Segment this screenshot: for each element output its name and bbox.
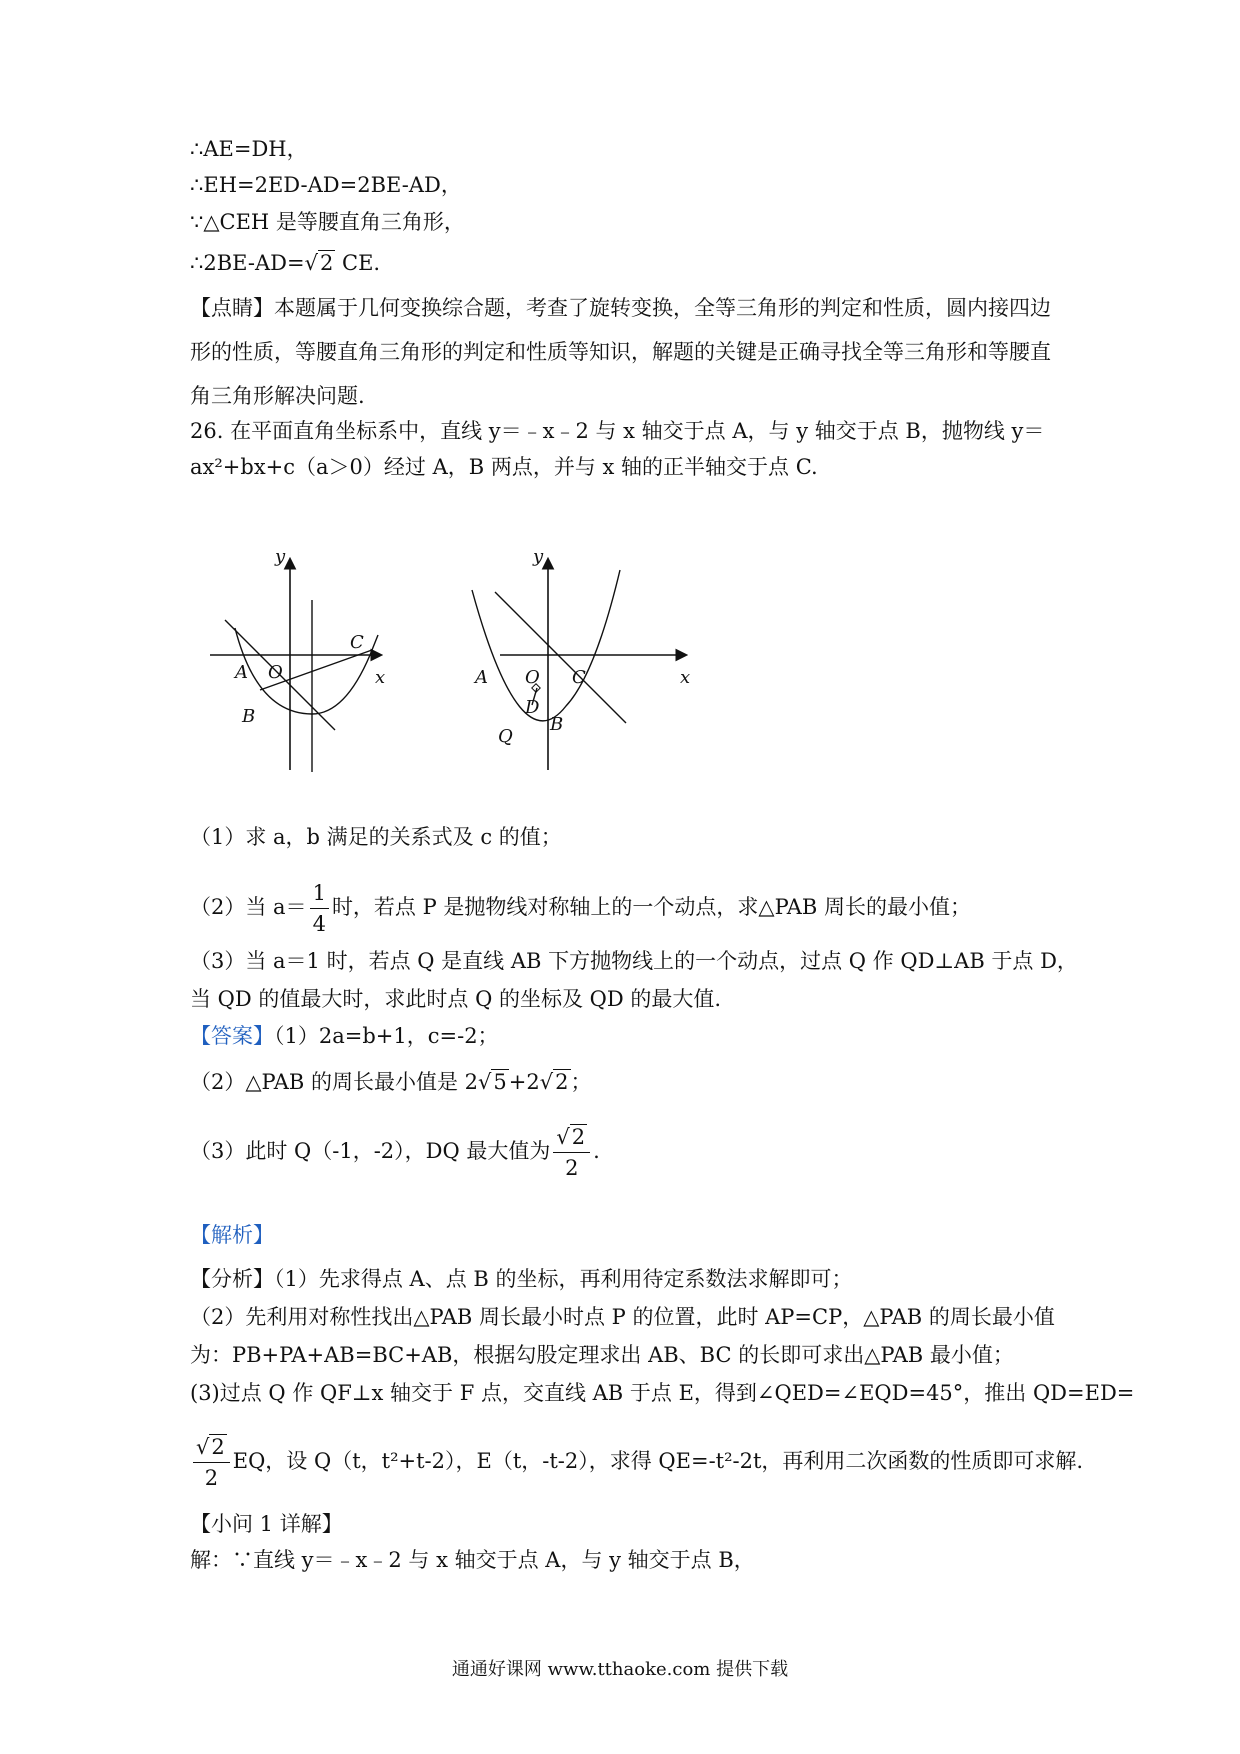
analysis-part-3a: (3)过点 Q 作 QF⊥x 轴交于 F 点，交直线 AB 于点 E，得到∠QED=∠EQD=45°，推出 QD=ED= (190, 1381, 1135, 1405)
sqrt-5: √5 (478, 1070, 507, 1094)
answer-3-pre: （3）此时 Q（-1，-2），DQ 最大值为 (190, 1139, 551, 1163)
answer-2-post: ； (570, 1070, 592, 1094)
label-c: C (572, 667, 586, 688)
label-x: x (375, 667, 386, 688)
page-footer: 通通好课网 www.tthaoke.com 提供下载 (451, 1659, 789, 1680)
label-b: B (550, 714, 564, 735)
analysis-part-2a: （2）先利用对称性找出△PAB 周长最小时点 P 的位置，此时 AP=CP，△PAB 的周长最小值 (190, 1305, 1055, 1329)
problem-line-1: 26. 在平面直角坐标系中，直线 y＝﹣x﹣2 与 x 轴交于点 A，与 y 轴交于点 B，抛物线 y＝ (190, 419, 1045, 443)
proof-line-4-post: CE. (335, 251, 381, 275)
question-1: （1）求 a，b 满足的关系式及 c 的值； (190, 825, 562, 849)
answer-1 (190, 1021, 499, 1051)
label-x: x (680, 667, 691, 688)
solution-line-1: 解：∵直线 y＝﹣x﹣2 与 x 轴交于点 A，与 y 轴交于点 B， (190, 1548, 755, 1572)
sqrt-2: √2 (304, 251, 334, 275)
answer-3 (190, 1122, 600, 1183)
label-y: y (275, 546, 286, 567)
analysis-part-2b: 为：PB+PA+AB=BC+AB，根据勾股定理求出 AB、BC 的长即可求出△PAB 最小值； (190, 1343, 1014, 1367)
problem-line-2: ax²+bx+c（a＞0）经过 A，B 两点，并与 x 轴的正半轴交于点 C. (190, 455, 818, 479)
figure-2 (475, 546, 720, 785)
analysis-tag: 【解析】 (190, 1223, 274, 1247)
label-d: D (525, 697, 540, 718)
fraction-sqrt2-over-2: $\frac{√2}{2}$ (193, 1432, 230, 1493)
proof-line-4-pre: ∴2BE-AD= (190, 251, 305, 275)
subquestion-1-heading: 【小问 1 详解】 (190, 1512, 343, 1536)
answer-1-text: （1）2a=b+1，c=-2； (274, 1024, 499, 1048)
analysis-part-1: 【分析】（1）先求得点 A、点 B 的坐标，再利用待定系数法求解即可； (190, 1267, 853, 1291)
question-3-line-1: （3）当 a＝1 时，若点 Q 是直线 AB 下方抛物线上的一个动点，过点 Q 作 QD⊥AB 于点 D， (190, 949, 1078, 973)
label-c: C (350, 632, 364, 653)
label-o: O (525, 667, 540, 688)
proof-line-2: ∴EH=2ED-AD=2BE-AD， (190, 173, 462, 197)
answer-tag: 【答案】 (190, 1024, 274, 1048)
proof-line-3: ∵△CEH 是等腰直角三角形， (190, 210, 465, 234)
question-2 (190, 878, 971, 939)
label-y: y (533, 546, 544, 567)
answer-2-mid: +2 (508, 1070, 540, 1094)
analysis-part-3b (190, 1432, 1083, 1493)
fraction-sqrt2-over-2: $\frac{√2}{2}$ (553, 1122, 590, 1183)
analysis-part-3b-text: EQ，设 Q（t，t²+t-2），E（t，-t-2），求得 QE=-t²-2t，再利用二次函数的性质即可求解. (232, 1449, 1084, 1473)
figure-1 (200, 546, 430, 785)
proof-line-1: ∴AE=DH， (190, 137, 308, 161)
sqrt-2: √2 (539, 1070, 569, 1094)
question-2-post: 时，若点 P 是抛物线对称轴上的一个动点，求△PAB 周长的最小值； (331, 895, 972, 919)
parabola (472, 570, 620, 721)
answer-2 (190, 1067, 592, 1097)
fraction-one-quarter: $\frac{1}{4}$ (310, 878, 329, 939)
label-a: A (475, 667, 488, 688)
review-paragraph: 【点睛】本题属于几何变换综合题，考查了旋转变换，全等三角形的判定和性质，圆内接四边形的性质，等腰直角三角形的判定和性质等知识，解题的关键是正确寻找全等三角形和等腰直角三角形解决问题. (190, 296, 1051, 408)
proof-line-4 (190, 248, 380, 278)
label-o: O (268, 662, 283, 683)
question-3-line-2: 当 QD 的值最大时，求此时点 Q 的坐标及 QD 的最大值. (190, 987, 722, 1011)
label-a: A (235, 662, 248, 683)
label-b: B (242, 706, 256, 727)
answer-3-post: . (593, 1139, 600, 1163)
question-2-pre: （2）当 a＝ (190, 895, 307, 919)
line-ab (495, 592, 626, 723)
answer-2-pre: （2）△PAB 的周长最小值是 2 (190, 1070, 479, 1094)
label-q: Q (498, 726, 513, 747)
